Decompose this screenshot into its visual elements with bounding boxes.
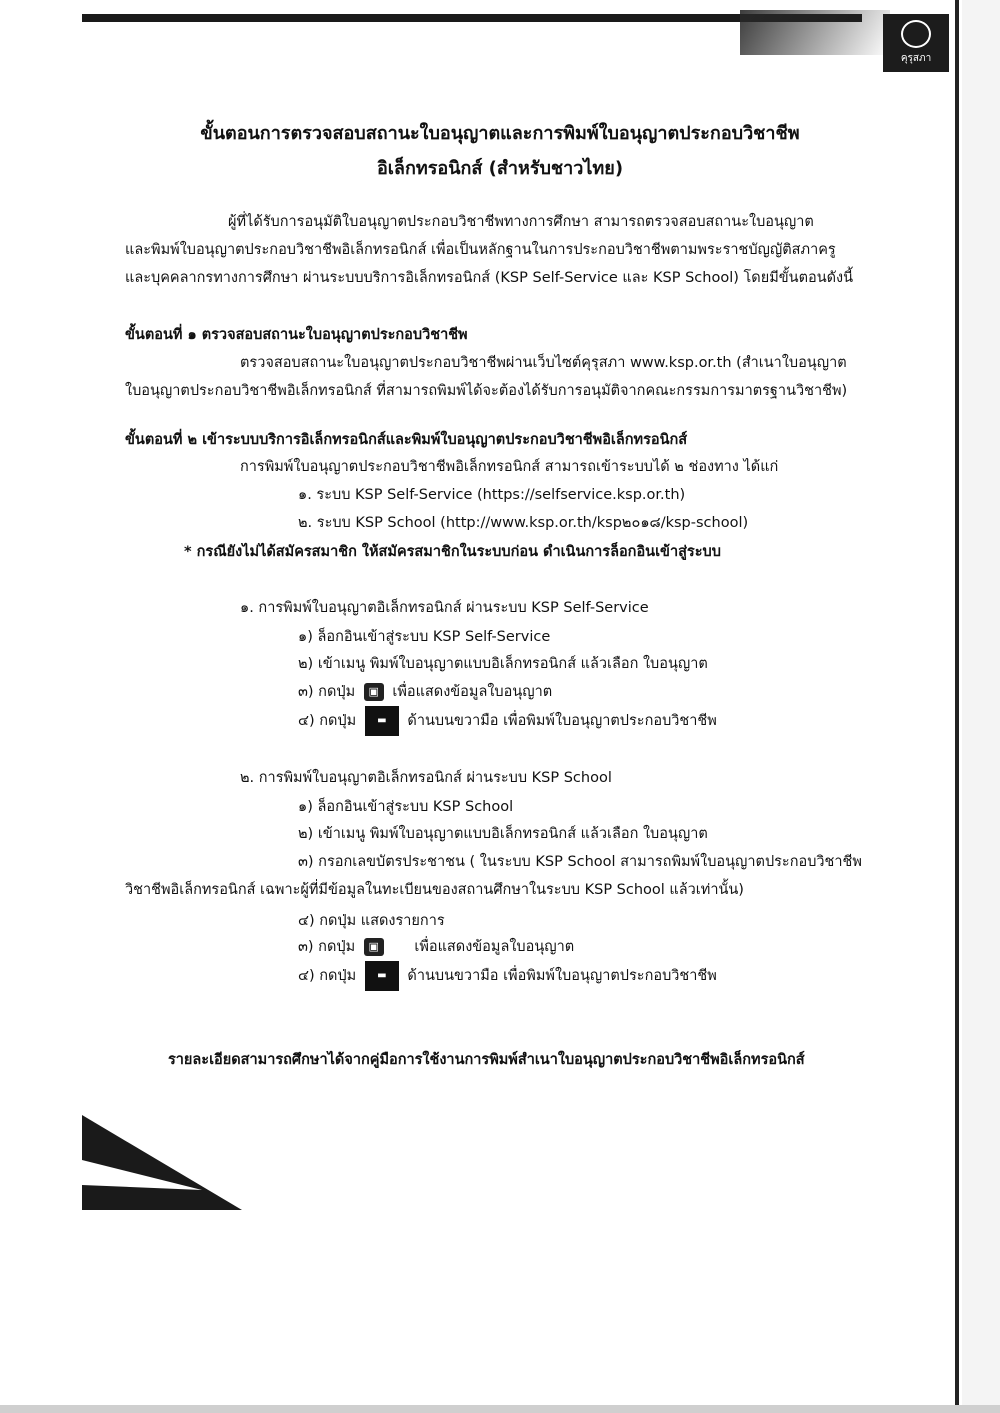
section2-item-2: ๒) เข้าเมนู พิมพ์ใบอนุญาตแบบอิเล็กทรอนิกส์ แล้วเลือก ใบอนุญาต [298,826,708,842]
step2-heading: ขั้นตอนที่ ๒ เข้าระบบบริการอิเล็กทรอนิกส์และพิมพ์ใบอนุญาตประกอบวิชาชีพอิเล็กทรอนิกส์ [125,432,688,448]
section1-item-1: ๑) ล็อกอินเข้าสู่ระบบ KSP Self-Service [298,629,551,645]
step2-channel-2: ๒. ระบบ KSP School (http://www.ksp.or.th/ksp๒๐๑๘/ksp-school) [298,515,749,531]
section2-item-1: ๑) ล็อกอินเข้าสู่ระบบ KSP School [298,799,514,815]
section1-item-3-suffix: เพื่อแสดงข้อมูลใบอนุญาต [392,684,553,700]
section2-heading: ๒. การพิมพ์ใบอนุญาตอิเล็กทรอนิกส์ ผ่านระบบ KSP School [240,770,612,786]
section1-item-4-prefix: ๔) กดปุ่ม [298,713,357,729]
view-license-icon: ▣ [364,938,384,956]
print-button-icon: ▬ [365,961,399,991]
scan-margin [962,0,1000,1413]
section1-item-3-prefix: ๓) กดปุ่ม [298,684,356,700]
section1-item-2: ๒) เข้าเมนู พิมพ์ใบอนุญาตแบบอิเล็กทรอนิกส์ แล้วเลือก ใบอนุญาต [298,656,708,672]
ksp-seal-icon [901,20,931,48]
page-title-line1: ขั้นตอนการตรวจสอบสถานะใบอนุญาตและการพิมพ์ใบอนุญาตประกอบวิชาชีพ [200,123,800,144]
section2-item-6 [298,961,717,991]
view-license-icon: ▣ [364,683,384,701]
footer-note: รายละเอียดสามารถศึกษาได้จากคู่มือการใช้งานการพิมพ์สำเนาใบอนุญาตประกอบวิชาชีพอิเล็กทรอนิกส์ [168,1052,805,1068]
scan-bottom-edge [0,1405,1000,1413]
section2-item-3a: ๓) กรอกเลขบัตรประชาชน ( ในระบบ KSP School สามารถพิมพ์ใบอนุญาตประกอบวิชาชีพ [298,854,862,870]
section2-item-3b: วิชาชีพอิเล็กทรอนิกส์ เฉพาะผู้ที่มีข้อมูลในทะเบียนของสถานศึกษาในระบบ KSP School แล้วเท่านั้น) [125,882,744,898]
step2-channel-1: ๑. ระบบ KSP Self-Service (https://selfservice.ksp.or.th) [298,487,686,503]
step1-line-2: ใบอนุญาตประกอบวิชาชีพอิเล็กทรอนิกส์ ที่สามารถพิมพ์ได้จะต้องได้รับการอนุมัติจากคณะกรรมการมาตรฐานวิชาชีพ) [125,383,848,399]
section2-item-5-suffix: เพื่อแสดงข้อมูลใบอนุญาต [414,939,575,955]
intro-line-3: และบุคคลากรทางการศึกษา ผ่านระบบบริการอิเล็กทรอนิกส์ (KSP Self-Service และ KSP School) โดยมีขั้นตอนดังนี้ [125,270,854,286]
section2-item-4: ๔) กดปุ่ม แสดงรายการ [298,913,445,929]
scan-edge-line [955,0,959,1413]
print-button-icon: ▬ [365,706,399,736]
header-shadow [740,10,890,55]
registration-note: * กรณียังไม่ได้สมัครสมาชิก ให้สมัครสมาชิกในระบบก่อน ดำเนินการล็อกอินเข้าสู่ระบบ [184,544,721,560]
ksp-logo [883,14,949,72]
section2-item-6-suffix: ด้านบนขวามือ เพื่อพิมพ์ใบอนุญาตประกอบวิชาชีพ [407,968,717,984]
section2-item-6-prefix: ๔) กดปุ่ม [298,968,357,984]
step2-intro: การพิมพ์ใบอนุญาตประกอบวิชาชีพอิเล็กทรอนิกส์ สามารถเข้าระบบได้ ๒ ช่องทาง ได้แก่ [240,459,779,475]
section2-item-5 [298,935,574,958]
section1-item-4-suffix: ด้านบนขวามือ เพื่อพิมพ์ใบอนุญาตประกอบวิชาชีพ [407,713,717,729]
intro-line-1: ผู้ที่ได้รับการอนุมัติใบอนุญาตประกอบวิชาชีพทางการศึกษา สามารถตรวจสอบสถานะใบอนุญาต [228,214,814,230]
section2-item-5-prefix: ๓) กดปุ่ม [298,939,356,955]
corner-decoration [82,1115,242,1210]
page-title-line2: อิเล็กทรอนิกส์ (สำหรับชาวไทย) [376,158,624,179]
section1-item-4 [298,706,717,736]
step1-heading: ขั้นตอนที่ ๑ ตรวจสอบสถานะใบอนุญาตประกอบวิชาชีพ [125,327,468,343]
section1-item-3 [298,680,552,703]
step1-line-1: ตรวจสอบสถานะใบอนุญาตประกอบวิชาชีพผ่านเว็บไซต์คุรุสภา www.ksp.or.th (สำเนาใบอนุญาต [240,355,847,371]
logo-text: คุรุสภา [900,53,932,64]
intro-line-2: และพิมพ์ใบอนุญาตประกอบวิชาชีพอิเล็กทรอนิกส์ เพื่อเป็นหลักฐานในการประกอบวิชาชีพตามพระราชบัญญัติสภาครู [125,242,836,258]
section1-heading: ๑. การพิมพ์ใบอนุญาตอิเล็กทรอนิกส์ ผ่านระบบ KSP Self-Service [240,600,649,616]
